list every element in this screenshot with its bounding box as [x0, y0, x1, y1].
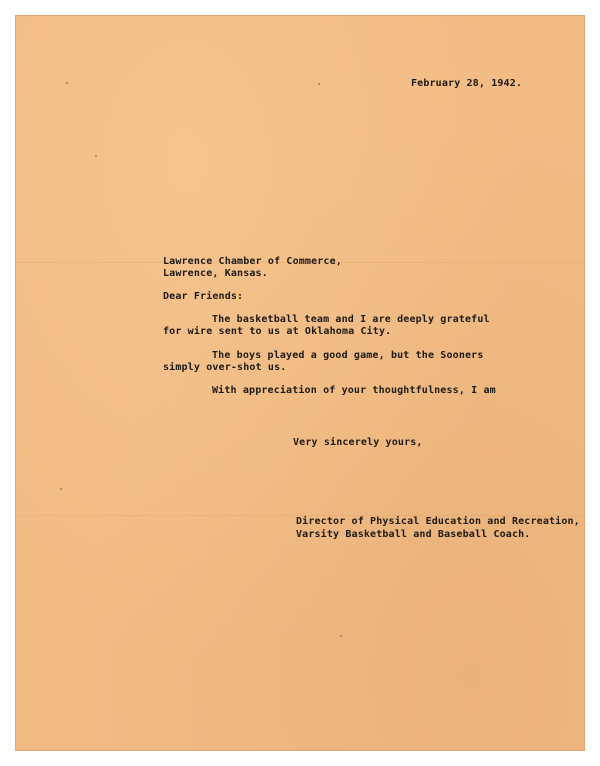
body-line: for wire sent to us at Oklahoma City.: [163, 326, 392, 337]
body-line: The basketball team and I are deeply grateful: [212, 314, 490, 325]
letter-date: February 28, 1942.: [411, 78, 523, 89]
paper-speck: [66, 82, 68, 84]
body-line: simply over-shot us.: [163, 362, 287, 373]
salutation: Dear Friends:: [163, 291, 244, 302]
body-line: The boys played a good game, but the Sooners: [212, 350, 484, 361]
paper-speck: [340, 635, 342, 637]
signature-title: Varsity Basketball and Baseball Coach.: [296, 529, 531, 540]
paper-speck: [60, 488, 62, 490]
complimentary-closing: Very sincerely yours,: [293, 437, 423, 448]
paper-speck: [318, 83, 320, 85]
paper-speck: [95, 155, 97, 157]
recipient-line: Lawrence Chamber of Commerce,: [163, 256, 342, 267]
signature-title: Director of Physical Education and Recreation,: [296, 516, 580, 527]
letter-paper: [15, 15, 585, 751]
body-line: With appreciation of your thoughtfulness, I am: [212, 385, 496, 396]
recipient-line: Lawrence, Kansas.: [163, 268, 268, 279]
